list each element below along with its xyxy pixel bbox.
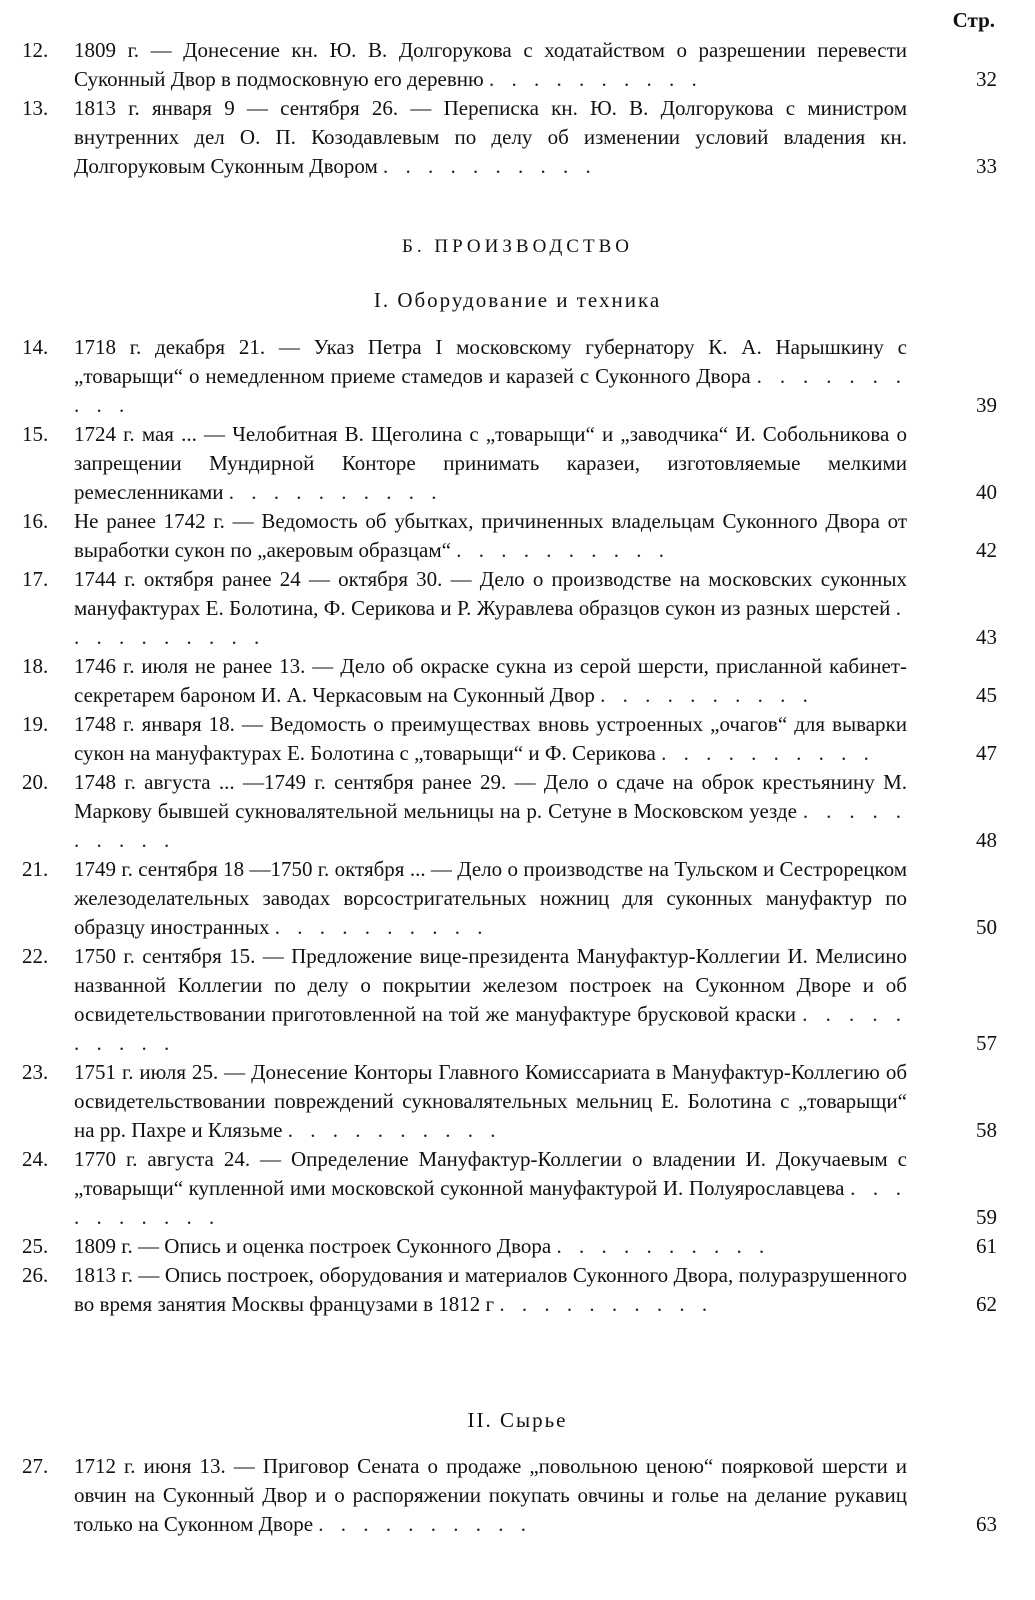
entry-page-number: 50 [976,915,997,939]
toc-entry-15 [22,420,997,507]
entry-page-number: 45 [976,683,997,707]
subsection-heading-equipment: I. Оборудование и техника [373,288,662,312]
entry-page-number: 63 [976,1512,997,1536]
entry-page-number: 39 [976,393,997,417]
entry-text: Не ранее 1742 г. — Ведомость об убытках, причиненных владельцам Суконного Двора от выработки сукон по „акеровым образцам“ [74,509,907,562]
entry-text: 1749 г. сентября 18 —1750 г. октября ... — Дело о производстве на Тульском и Сестрорецком железоделательных заводах ворсостригательных ножниц для суконных мануфактур по образцу иностранных [74,857,907,939]
leader-dots: . . . . . . . . . . [274,915,489,939]
leader-dots: . . . . . . . . . . [488,67,703,91]
leader-dots: . . . . . . . . . . [661,741,875,765]
entries-group-2 [22,333,997,1319]
entry-number: 16. [22,509,49,533]
leader-dots: . . . . . . . . . . [383,154,597,178]
entry-page-number: 57 [976,1031,997,1055]
leader-dots: . . . . . . . . . . [74,799,908,852]
entry-text: 1809 г. — Донесение кн. Ю. В. Долгорукова с ходатайством о разрешении перевести Суконный Двор в подмосковную его деревню [74,38,907,91]
entry-number: 21. [22,857,49,881]
toc-entry-12 [22,36,997,94]
toc-entry-24 [22,1145,997,1232]
entry-text: 1748 г. августа ... —1749 г. сентября ранее 29. — Дело о сдаче на оброк крестьянину М. Маркову бывшей сукновалятельной мельницы на р. Сетуне в Московском уезде [74,770,907,823]
entry-text: 1750 г. сентября 15. — Предложение вице-президента Мануфактур-Коллегии И. Мелисино названной Коллегии по делу о покрытии железом построек на Суконном Дворе и об освидетельствовании приготовленной на той же мануфактуре брусковой краски [74,944,907,1026]
toc-entry-18 [22,652,997,710]
entry-number: 19. [22,712,49,736]
leader-dots: . . . . . . . . . . [287,1118,502,1142]
page-column-label: Стр. [952,8,995,32]
entry-number: 22. [22,944,49,968]
entry-text: 1770 г. августа 24. — Определение Мануфактур-Коллегии о владении И. Докучаевым с „товарыщи“ купленной ими московской суконной мануфактурой И. Полуярославцева [74,1147,907,1200]
leader-dots: . . . . . . . . . . [74,1002,908,1055]
toc-entry-27 [22,1452,997,1539]
section-heading-production: Б. ПРОИЗВОДСТВО [402,236,633,257]
entry-number: 15. [22,422,49,446]
entry-page-number: 42 [976,538,997,562]
leader-dots: . . . . . . . . . . [74,596,907,649]
entry-page-number: 62 [976,1292,997,1316]
entries-group-1 [22,36,997,181]
toc-entry-22 [22,942,997,1058]
entry-number: 12. [22,38,49,62]
entry-text: 1746 г. июля не ранее 13. — Дело об окраске сукна из серой шерсти, присланной кабинет-секретарем бароном И. А. Черкасовым на Суконный Двор [74,654,907,707]
entry-page-number: 59 [976,1205,997,1229]
entry-number: 17. [22,567,49,591]
toc-entry-19 [22,710,997,768]
entry-text: 1813 г. января 9 — сентября 26. — Переписка кн. Ю. В. Долгорукова с министром внутренних дел О. П. Козодавлевым по делу об изменении условий владения кн. Долгоруковым Суконным Двором [74,96,907,178]
entry-number: 25. [22,1234,49,1258]
toc-entry-17 [22,565,997,652]
toc-entry-20 [22,768,997,855]
entry-text: 1809 г. — Опись и оценка построек Суконного Двора [74,1234,552,1258]
entry-number: 27. [22,1454,49,1478]
entries-group-3 [22,1452,997,1539]
entry-page-number: 61 [976,1234,997,1258]
toc-entry-16 [22,507,997,565]
entry-page-number: 48 [976,828,997,852]
entry-page-number: 58 [976,1118,997,1142]
leader-dots: . . . . . . . . . . [499,1292,714,1316]
toc-entry-13 [22,94,997,181]
toc-entry-25 [22,1232,997,1261]
entry-number: 13. [22,96,49,120]
leader-dots: . . . . . . . . . . [318,1512,533,1536]
entry-number: 24. [22,1147,49,1171]
entry-text: 1748 г. января 18. — Ведомость о преимуществах вновь устроенных „очагов“ для выварки сукон на мануфактурах Е. Болотина с „товарыщи“ и Ф. Серикова [74,712,907,765]
entry-page-number: 32 [976,67,997,91]
entry-text: 1744 г. октября ранее 24 — октября 30. — Дело о производстве на московских суконных мануфактурах Е. Болотина, Ф. Серикова и Р. Журавлева образцов сукон из разных шерстей [74,567,907,620]
leader-dots: . . . . . . . . . . [228,480,443,504]
subsection-heading-raw-materials: II. Сырье [467,1408,568,1432]
entry-number: 18. [22,654,49,678]
entry-text: 1712 г. июня 13. — Приговор Сената о продаже „повольною ценою“ поярковой шерсти и овчин на Суконный Двор и о распоряжении покупать овчины и голье на делание рукавиц только на Суконном Дворе [74,1454,907,1536]
entry-page-number: 47 [976,741,997,765]
entry-number: 14. [22,335,49,359]
leader-dots: . . . . . . . . . . [600,683,814,707]
toc-entry-23 [22,1058,997,1145]
entry-text: 1751 г. июля 25. — Донесение Конторы Главного Комиссариата в Мануфактур-Коллегию об освидетельствовании повреждений сукновалятельных мельниц Е. Болотина с „товарыщи“ на рр. Пахре и Клязьме [74,1060,907,1142]
toc-entry-21 [22,855,997,942]
entry-number: 23. [22,1060,49,1084]
toc-entry-14 [22,333,997,420]
entry-number: 20. [22,770,49,794]
toc-entry-26 [22,1261,997,1319]
leader-dots: . . . . . . . . . . [74,364,908,417]
entry-page-number: 33 [976,154,997,178]
entry-text: 1724 г. мая ... — Челобитная В. Щеголина с „товарыщи“ и „заводчика“ И. Собольникова о запрещении Мундирной Конторе принимать каразеи, изготовляемые мелкими ремесленниками [74,422,907,504]
entry-number: 26. [22,1263,49,1287]
entry-page-number: 43 [976,625,997,649]
entry-text: 1813 г. — Опись построек, оборудования и материалов Суконного Двора, полуразрушенного во время занятия Москвы французами в 1812 г [74,1263,907,1316]
entry-page-number: 40 [976,480,997,504]
leader-dots: . . . . . . . . . . [74,1176,908,1229]
leader-dots: . . . . . . . . . . [456,538,670,562]
entry-text: 1718 г. декабря 21. — Указ Петра I московскому губернатору К. А. Нарышкину с „товарыщи“ о немедленном приеме стамедов и каразей с Суконного Двора [74,335,907,388]
leader-dots: . . . . . . . . . . [556,1234,771,1258]
